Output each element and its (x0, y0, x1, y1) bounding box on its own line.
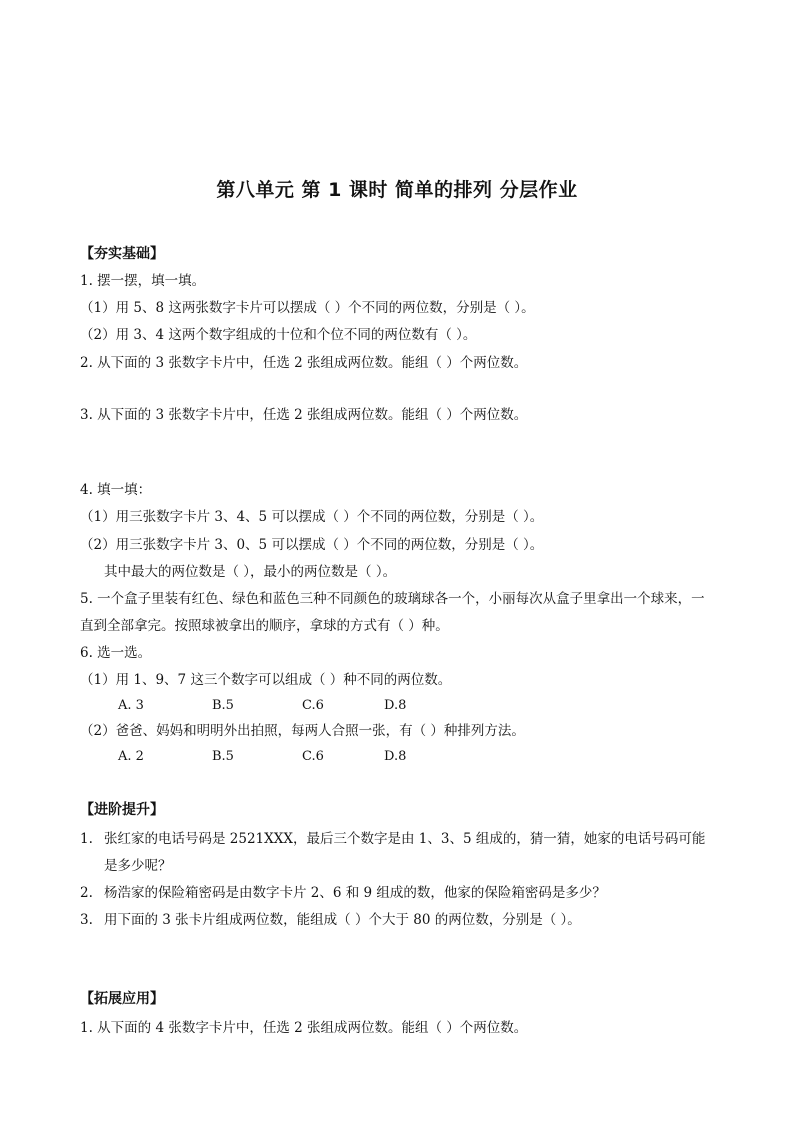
extension-question-1: 1. 从下面的 4 张数字卡片中，任选 2 张组成两位数。能组（ ）个两位数。 (80, 1020, 528, 1036)
advanced-question-1-line-1: 张红家的电话号码是 2521XXX，最后三个数字是由 1、3、5 组成的，猜一猜，她家的电话号码可能 (104, 831, 706, 847)
question-4-part-1: （1）用三张数字卡片 3、4、5 可以摆成（ ）个不同的两位数，分别是（ ）。 (80, 509, 544, 525)
advanced-question-1-number: 1. (80, 831, 93, 847)
question-6-part-2: （2）爸爸、妈妈和明明外出拍照，每两人合照一张，有（ ）种排列方法。 (80, 723, 525, 739)
question-6-part-1: （1）用 1、9、7 这三个数字可以组成（ ）种不同的两位数。 (80, 672, 452, 688)
option-d: D.8 (384, 749, 407, 764)
advanced-question-2-number: 2. (80, 885, 93, 901)
question-1: 1. 摆一摆，填一填。 (80, 273, 206, 289)
question-1-part-1: （1）用 5、8 这两张数字卡片可以摆成（ ）个不同的两位数，分别是（ ）。 (80, 300, 535, 316)
section-heading-basic: 【夯实基础】 (80, 246, 164, 262)
question-4: 4. 填一填： (80, 482, 152, 498)
question-4-part-2: （2）用三张数字卡片 3、0、5 可以摆成（ ）个不同的两位数，分别是（ ）。 (80, 537, 544, 553)
option-c: C.6 (302, 749, 324, 764)
section-heading-advanced: 【进阶提升】 (80, 802, 164, 818)
question-3: 3. 从下面的 3 张数字卡片中，任选 2 张组成两位数。能组（ ）个两位数。 (80, 407, 528, 423)
option-d: D.8 (384, 698, 407, 713)
question-5-line-2: 直到全部拿完。按照球被拿出的顺序，拿球的方式有（ ）种。 (80, 618, 449, 634)
question-2: 2. 从下面的 3 张数字卡片中，任选 2 张组成两位数。能组（ ）个两位数。 (80, 355, 528, 371)
advanced-question-1-line-2: 是多少呢？ (104, 858, 172, 874)
option-b: B.5 (212, 749, 234, 764)
option-a: A. 2 (118, 749, 144, 764)
page-title: 第八单元 第 1 课时 简单的排列 分层作业 (216, 179, 578, 201)
option-c: C.6 (302, 698, 324, 713)
question-5-line-1: 5. 一个盒子里装有红色、绿色和蓝色三种不同颜色的玻璃球各一个，小丽每次从盒子里拿出一个球来，一 (80, 591, 705, 607)
advanced-question-3: 用下面的 3 张卡片组成两位数，能组成（ ）个大于 80 的两位数，分别是（ ）。 (104, 912, 581, 928)
question-6: 6. 选一选。 (80, 645, 152, 661)
option-b: B.5 (212, 698, 234, 713)
advanced-question-2: 杨浩家的保险箱密码是由数字卡片 2、6 和 9 组成的数，他家的保险箱密码是多少？ (104, 885, 606, 901)
option-a: A. 3 (118, 698, 144, 713)
question-1-part-2: （2）用 3、4 这两个数字组成的十位和个位不同的两位数有（ ）。 (80, 327, 477, 343)
question-4-part-2-followup: 其中最大的两位数是（ ），最小的两位数是（ ）。 (104, 564, 397, 580)
section-heading-extension: 【拓展应用】 (80, 991, 164, 1007)
advanced-question-3-number: 3. (80, 912, 93, 928)
